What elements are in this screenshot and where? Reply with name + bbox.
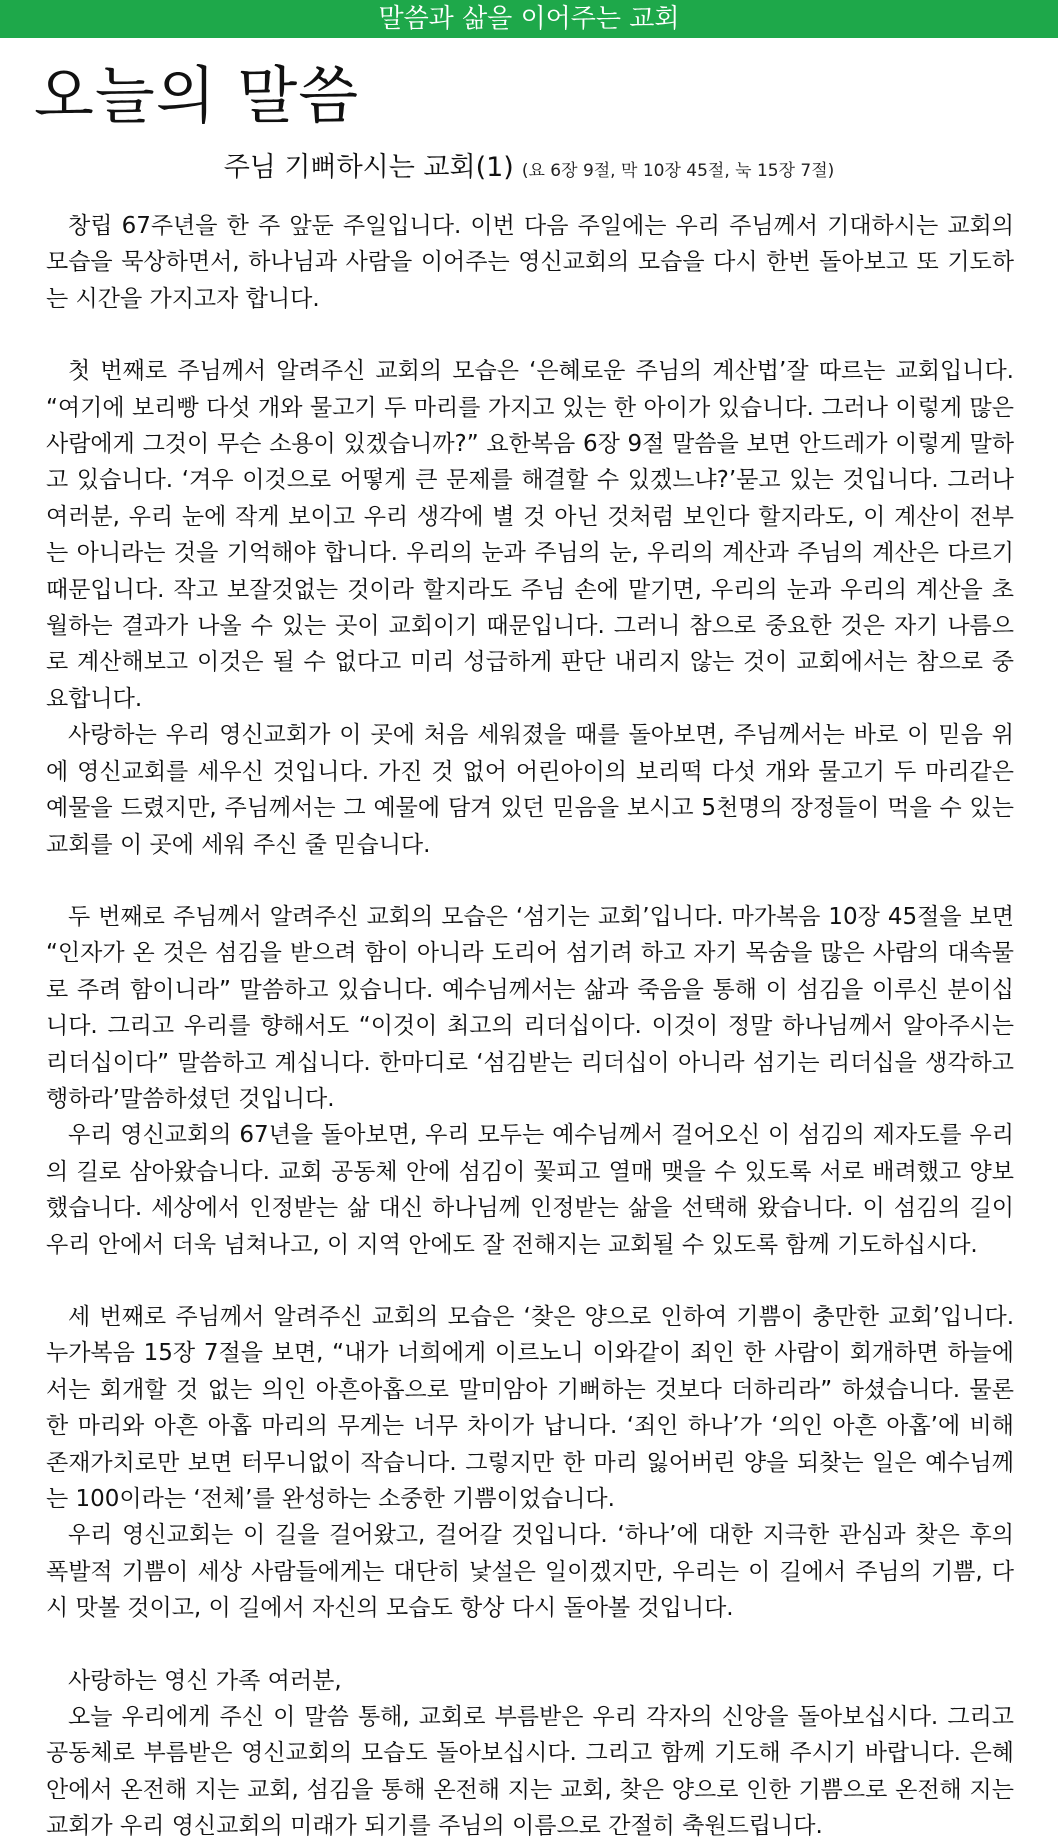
paragraph-second-application: 우리 영신교회의 67년을 돌아보면, 우리 모두는 예수님께서 걸어오신 이 섬김의 제자도를 우리의 길로 삼아왔습니다. 교회 공동체 안에 섬김이 꽃피고 열매 맺을 수 있도록 서로 배려했고 양보했습니다. 세상에서 인정받는 삶 대신 하나님께 인정받는 삶을 선택해 왔습니다. 이 섬김의 길이 우리 안에서 더욱 넘쳐나고, 이 지역 안에도 잘 전해지는 교회될 수 있도록 함께 기도하십시다.: [46, 1122, 1014, 1258]
paragraph-third-application: 우리 영신교회는 이 길을 걸어왔고, 걸어갈 것입니다. ‘하나’에 대한 지극한 관심과 찾은 후의 폭발적 기쁨이 세상 사람들에게는 대단히 낯설은 일이겠지만, 우리는 이 길에서 주님의 기쁨, 다시 맛볼 것이고, 이 길에서 자신의 모습도 항상 다시 돌아볼 것입니다.: [46, 1522, 1014, 1622]
page-title: 오늘의 말씀: [34, 59, 360, 132]
paragraph-second-point: 두 번째로 주님께서 알려주신 교회의 모습은 ‘섬기는 교회’입니다. 마가복음 10장 45절을 보면 “인자가 온 것은 섬김을 받으려 함이 아니라 도리어 섬기려 하고 자기 목숨을 많은 사람의 대속물로 주려 함이니라” 말씀하고 있습니다. 예수님께서는 삶과 죽음을 통해 이 섬김을 이루신 분이십니다. 그리고 우리를 향해서도 “이것이 최고의 리더십이다. 이것이 정말 하나님께서 알아주시는 리더십이다” 말씀하고 계십니다. 한마디로 ‘섬김받는 리더십이 아니라 섬기는 리더십을 생각하고 행하라’말씀하셨던 것입니다.: [46, 903, 1014, 1112]
banner-text: 말씀과 삶을 이어주는 교회: [378, 4, 680, 34]
paragraph-conclusion: 오늘 우리에게 주신 이 말씀 통해, 교회로 부름받은 우리 각자의 신앙을 돌아보십시다. 그리고 공동체로 부름받은 영신교회의 모습도 돌아보십시다. 그리고 함께 기도해 주시기 바랍니다. 은혜 안에서 온전해 지는 교회, 섬김을 통해 온전해 지는 교회, 찾은 양으로 인한 기쁨으로 온전해 지는 교회가 우리 영신교회의 미래가 되기를 주님의 이름으로 간절히 축원드립니다.: [46, 1704, 1015, 1840]
paragraph-intro: 창립 67주년을 한 주 앞둔 주일입니다. 이번 다음 주일에는 우리 주님께서 기대하시는 교회의 모습을 묵상하면서, 하나님과 사람을 이어주는 영신교회의 모습을 다시 한번 돌아보고 또 기도하는 시간을 가지고자 합니다.: [46, 213, 1014, 312]
sermon-header: [0, 150, 1058, 189]
sermon-body: [46, 208, 1014, 1845]
scripture-reference: (요 6장 9절, 막 10장 45절, 눅 15장 7절): [521, 161, 835, 181]
paragraph-third-point: 세 번째로 주님께서 알려주신 교회의 모습은 ‘찾은 양으로 인하여 기쁨이 충만한 교회’입니다. 누가복음 15장 7절을 보면, “내가 너희에게 이르노니 이와같이 죄인 한 사람이 회개하면 하늘에서는 회개할 것 없는 의인 아흔아홉으로 말미암아 기뻐하는 것보다 더하리라” 하셨습니다. 물론 한 마리와 아흔 아홉 마리의 무게는 너무 차이가 납니다. ‘죄인 하나’가 ‘의인 아흔 아홉’에 비해 존재가치로만 보면 터무니없이 작습니다. 그렇지만 한 마리 잃어버린 양을 되찾는 일은 예수님께는 100이라는 ‘전체’를 완성하는 소중한 기쁨이었습니다.: [46, 1303, 1014, 1512]
paragraph-first-point: 첫 번째로 주님께서 알려주신 교회의 모습은 ‘은혜로운 주님의 계산법’잘 따르는 교회입니다. “여기에 보리빵 다섯 개와 물고기 두 마리를 가지고 있는 한 아이가 있습니다. 그러나 이렇게 많은 사람에게 그것이 무슨 소용이 있겠습니까?” 요한복음 6장 9절 말씀을 보면 안드레가 이렇게 말하고 있습니다. ‘겨우 이것으로 어떻게 큰 문제를 해결할 수 있겠느냐?’묻고 있는 것입니다. 그러나 여러분, 우리 눈에 작게 보이고 우리 생각에 별 것 아닌 것처럼 보인다 할지라도, 이 계산이 전부는 아니라는 것을 기억해야 합니다. 우리의 눈과 주님의 눈, 우리의 계산과 주님의 계산은 다르기 때문입니다. 작고 보잘것없는 것이라 할지라도 주님 손에 맡기면, 우리의 눈과 우리의 계산을 초월하는 결과가 나올 수 있는 곳이 교회이기 때문입니다. 그러니 참으로 중요한 것은 자기 나름으로 계산해보고 이것은 될 수 없다고 미리 성급하게 판단 내리지 않는 것이 교회에서는 참으로 중요합니다.: [46, 358, 1014, 712]
header-banner: [0, 0, 1058, 38]
sermon-title: 주님 기뻐하시는 교회(1): [223, 152, 514, 183]
paragraph-first-application: 사랑하는 우리 영신교회가 이 곳에 처음 세워졌을 때를 돌아보면, 주님께서는 바로 이 믿음 위에 영신교회를 세우신 것입니다. 가진 것 없어 어린아이의 보리떡 다섯 개와 물고기 두 마리같은 예물을 드렸지만, 주님께서는 그 예물에 담겨 있던 믿음을 보시고 5천명의 장정들이 먹을 수 있는 교회를 이 곳에 세워 주신 줄 믿습니다.: [46, 722, 1014, 858]
paragraph-greeting: 사랑하는 영신 가족 여러분,: [68, 1667, 342, 1694]
